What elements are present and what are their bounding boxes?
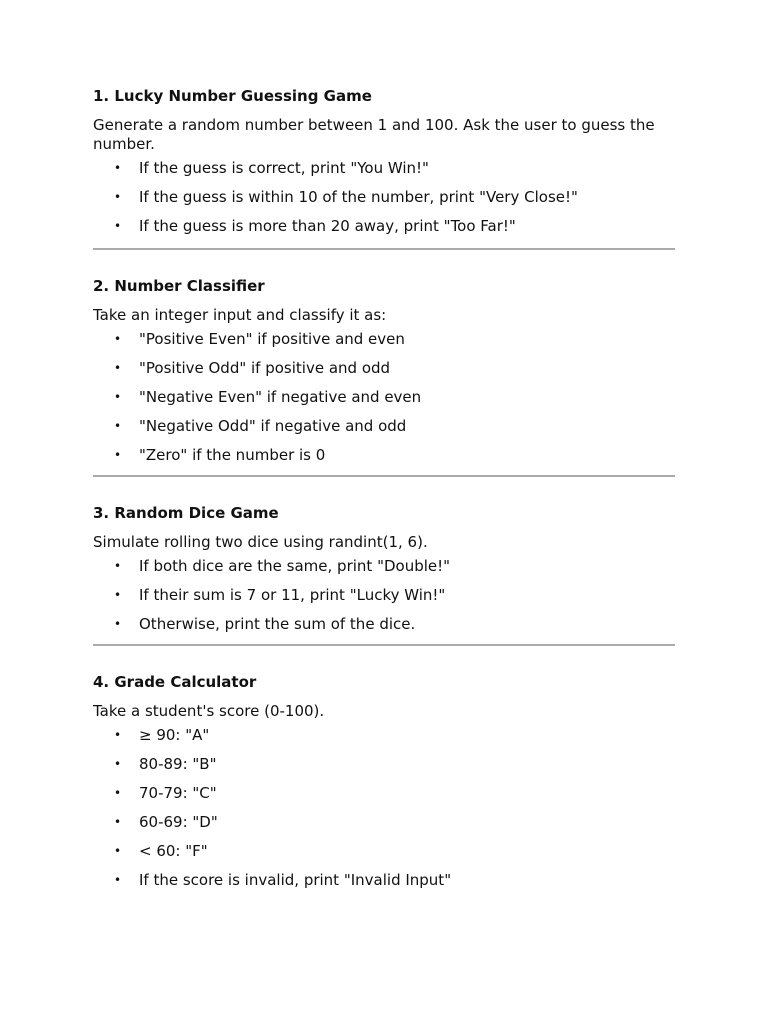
horizontal-divider [93, 475, 675, 477]
list-item-text: If both dice are the same, print "Double!" [139, 557, 451, 575]
list-item-text: ≥ 90: "A" [139, 726, 210, 744]
document-page [93, 86, 675, 900]
list-item [93, 615, 675, 634]
bullet-icon: • [114, 844, 122, 858]
section-intro: Take a student's score (0-100). [93, 702, 325, 720]
list-item-text: 80-89: "B" [139, 755, 217, 773]
list-item-text: "Zero" if the number is 0 [139, 446, 326, 464]
section-grade-calculator [93, 672, 675, 890]
list-item-text: If the guess is correct, print "You Win!" [139, 159, 429, 177]
list-item [93, 871, 675, 890]
bullet-list [93, 726, 675, 890]
bullet-list [93, 557, 675, 634]
list-item [93, 388, 675, 407]
list-item-text: Otherwise, print the sum of the dice. [139, 615, 416, 633]
list-item-text: If the guess is more than 20 away, print "Too Far!" [139, 217, 516, 235]
bullet-icon: • [114, 815, 122, 829]
list-item [93, 755, 675, 774]
list-item [93, 330, 675, 349]
list-item-text: < 60: "F" [139, 842, 208, 860]
bullet-list [93, 159, 675, 236]
list-item-text: "Negative Even" if negative and even [139, 388, 422, 406]
bullet-icon: • [114, 161, 122, 175]
bullet-icon: • [114, 786, 122, 800]
list-item [93, 586, 675, 605]
list-item [93, 417, 675, 436]
bullet-icon: • [114, 390, 122, 404]
list-item [93, 842, 675, 861]
section-title: 3. Random Dice Game [93, 504, 279, 522]
list-item [93, 784, 675, 803]
list-item-text: If their sum is 7 or 11, print "Lucky Win!" [139, 586, 446, 604]
list-item [93, 217, 675, 236]
list-item [93, 188, 675, 207]
bullet-icon: • [114, 559, 122, 573]
bullet-icon: • [114, 448, 122, 462]
section-intro: Simulate rolling two dice using randint(1, 6). [93, 533, 428, 551]
list-item [93, 813, 675, 832]
list-item-text: 70-79: "C" [139, 784, 217, 802]
list-item-text: If the guess is within 10 of the number, print "Very Close!" [139, 188, 578, 206]
section-random-dice [93, 503, 675, 634]
list-item [93, 159, 675, 178]
list-item [93, 557, 675, 576]
bullet-icon: • [114, 728, 122, 742]
horizontal-divider [93, 248, 675, 250]
bullet-icon: • [114, 419, 122, 433]
section-title: 1. Lucky Number Guessing Game [93, 87, 372, 105]
list-item-text: "Negative Odd" if negative and odd [139, 417, 407, 435]
bullet-icon: • [114, 190, 122, 204]
list-item [93, 446, 675, 465]
section-intro: Generate a random number between 1 and 100. Ask the user to guess the number. [93, 116, 655, 153]
section-lucky-number [93, 86, 675, 236]
section-intro: Take an integer input and classify it as: [93, 306, 387, 324]
horizontal-divider [93, 644, 675, 646]
list-item [93, 359, 675, 378]
section-number-classifier [93, 276, 675, 465]
section-title: 4. Grade Calculator [93, 673, 257, 691]
bullet-icon: • [114, 361, 122, 375]
list-item-text: 60-69: "D" [139, 813, 218, 831]
bullet-icon: • [114, 588, 122, 602]
list-item-text: If the score is invalid, print "Invalid Input" [139, 871, 452, 889]
bullet-icon: • [114, 219, 122, 233]
list-item-text: "Positive Odd" if positive and odd [139, 359, 391, 377]
bullet-list [93, 330, 675, 465]
list-item-text: "Positive Even" if positive and even [139, 330, 405, 348]
bullet-icon: • [114, 617, 122, 631]
bullet-icon: • [114, 757, 122, 771]
section-title: 2. Number Classifier [93, 277, 265, 295]
bullet-icon: • [114, 332, 122, 346]
list-item [93, 726, 675, 745]
bullet-icon: • [114, 873, 122, 887]
